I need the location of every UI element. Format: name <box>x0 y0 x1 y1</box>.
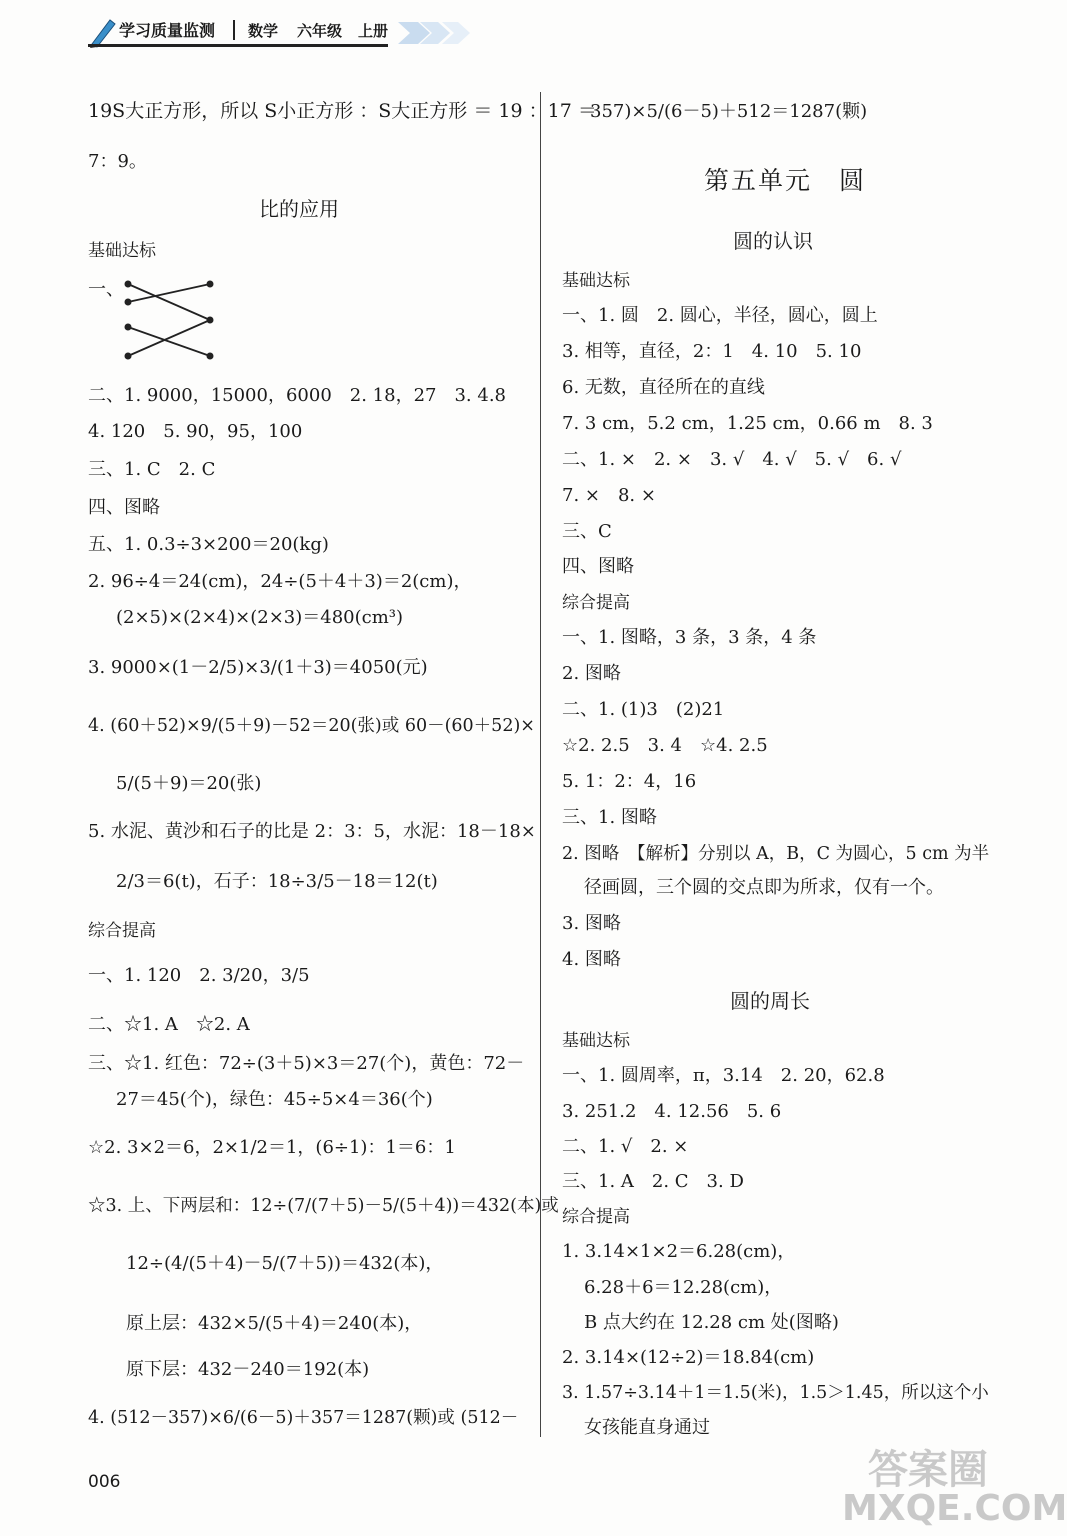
section-label: 基础达标 <box>562 1031 630 1051</box>
section-title: 比的应用 <box>259 197 339 221</box>
answer-line: 二、1. × 2. × 3. √ 4. √ 5. √ 6. √ <box>562 449 902 470</box>
answer-line: 3. 相等，直径，2：1 4. 10 5. 10 <box>562 341 862 362</box>
answer-line: ☆3. 上、下两层和：12÷(7/(7＋5)－5/(5＋4))＝432(本)或 <box>88 1196 559 1216</box>
answer-line: 四、图略 <box>88 497 160 518</box>
answer-line: B 点大约在 12.28 cm 处(图略) <box>584 1312 839 1333</box>
answer-line: ☆2. 2.5 3. 4 ☆4. 2.5 <box>562 735 768 756</box>
answer-line: 原下层：432－240＝192(本) <box>126 1359 370 1380</box>
answer-line: (2×5)×(2×4)×(2×3)＝480(cm³) <box>116 607 404 628</box>
answer-line: 12÷(4/(5＋4)－5/(7＋5))＝432(本)， <box>126 1253 444 1274</box>
answer-line: 三、1. A 2. C 3. D <box>562 1171 744 1192</box>
answer-line: 4. (60＋52)×9/(5＋9)－52＝20(张)或 60－(60＋52)× <box>88 716 535 736</box>
answer-line: 三、☆1. 红色：72÷(3＋5)×3＝27(个)，黄色：72－ <box>88 1053 525 1074</box>
header-title: 学习质量监测 <box>119 21 216 40</box>
answer-line: 三、1. 图略 <box>562 807 657 828</box>
answer-line: 6.28＋6＝12.28(cm)， <box>584 1277 783 1298</box>
answer-line: 四、图略 <box>562 556 634 577</box>
answer-line: 7. × 8. × <box>562 485 656 506</box>
answer-line: 3. 图略 <box>562 913 621 934</box>
answer-line: 7. 3 cm，5.2 cm，1.25 cm，0.66 m 8. 3 <box>562 413 933 434</box>
section-label: 综合提高 <box>562 593 630 613</box>
chevron-arrows-icon <box>396 18 478 48</box>
header-volume: 上册 <box>358 22 389 40</box>
answer-line: 27＝45(个)，绿色：45÷5×4＝36(个) <box>116 1089 433 1110</box>
answer-line: 5/(5＋9)＝20(张) <box>116 773 262 794</box>
answer-line: 4. (512－357)×6/(6－5)＋357＝1287(颗)或 (512－ <box>88 1408 519 1428</box>
answer-line: 一、1. 120 2. 3/20，3/5 <box>88 965 310 986</box>
answer-line: 五、1. 0.3÷3×200＝20(kg) <box>88 534 329 555</box>
header-grade: 六年级 <box>297 22 343 40</box>
section-title: 圆的周长 <box>730 989 810 1013</box>
matching-lines-diagram <box>118 272 222 372</box>
answer-line: 原上层：432×5/(5＋4)＝240(本)， <box>126 1313 423 1334</box>
unit-title: 第五单元 圆 <box>704 166 867 195</box>
question-label: 一、 <box>88 279 124 300</box>
section-label: 基础达标 <box>562 271 630 291</box>
answer-line: 三、C <box>562 521 612 542</box>
answer-line: 1. 3.14×1×2＝6.28(cm)， <box>562 1241 796 1262</box>
answer-line: 二、1. (1)3 (2)21 <box>562 699 725 720</box>
answer-line: 一、1. 圆周率，π，3.14 2. 20，62.8 <box>562 1065 885 1086</box>
answer-line: 5. 1：2：4，16 <box>562 771 697 792</box>
answer-line: 2/3＝6(t)，石子：18÷3/5－18＝12(t) <box>116 871 438 892</box>
answer-line: 19S大正方形，所以 S小正方形 ：S大正方形 ＝ 19 ：17 ＝ <box>88 100 597 122</box>
section-label: 综合提高 <box>562 1207 630 1227</box>
answer-line: 3. 1.57÷3.14＋1＝1.5(米)，1.5＞1.45，所以这个小 <box>562 1383 989 1403</box>
column-divider <box>540 92 541 1437</box>
answer-line: 二、1. √ 2. × <box>562 1136 689 1157</box>
answer-line: 径画圆，三个圆的交点即为所求，仅有一个。 <box>584 877 944 898</box>
answer-line: 2. 3.14×(12÷2)＝18.84(cm) <box>562 1347 815 1368</box>
answer-line: 三、1. C 2. C <box>88 459 216 480</box>
answer-line: 3. 9000×(1－2/5)×3/(1＋3)＝4050(元) <box>88 657 428 678</box>
answer-line: 2. 图略 【解析】分别以 A，B，C 为圆心，5 cm 为半 <box>562 844 990 864</box>
answer-line: 二、☆1. A ☆2. A <box>88 1014 250 1035</box>
section-title: 圆的认识 <box>733 229 813 253</box>
answer-line: 3. 251.2 4. 12.56 5. 6 <box>562 1101 782 1122</box>
answer-line: 2. 96÷4＝24(cm)，24÷(5＋4＋3)＝2(cm)， <box>88 571 472 592</box>
answer-line: 一、1. 圆 2. 圆心，半径，圆心，圆上 <box>562 305 878 326</box>
header-separator <box>233 20 235 40</box>
answer-line: 二、1. 9000，15000，6000 2. 18，27 3. 4.8 <box>88 385 506 406</box>
answer-line: 女孩能直身通过 <box>584 1417 710 1438</box>
answer-line: 一、1. 图略，3 条，3 条，4 条 <box>562 627 817 648</box>
watermark-url: MXQE.COM <box>842 1488 1067 1529</box>
answer-line: 6. 无数，直径所在的直线 <box>562 377 765 398</box>
answer-line: 357)×5/(6－5)＋512＝1287(颗) <box>590 101 868 122</box>
answer-line: 2. 图略 <box>562 663 621 684</box>
answer-line: 4. 120 5. 90，95，100 <box>88 421 303 442</box>
section-label: 综合提高 <box>88 921 156 941</box>
answer-line: ☆2. 3×2＝6，2×1/2＝1，(6÷1)：1＝6：1 <box>88 1137 456 1158</box>
section-label: 基础达标 <box>88 241 156 261</box>
page-number: 006 <box>88 1472 121 1492</box>
answer-line: 7：9。 <box>88 151 147 172</box>
header-subject: 数学 <box>248 22 279 40</box>
answer-line: 5. 水泥、黄沙和石子的比是 2：3：5，水泥：18－18× <box>88 821 536 842</box>
watermark-logo: 答案圈 <box>868 1447 988 1493</box>
answer-line: 4. 图略 <box>562 949 621 970</box>
